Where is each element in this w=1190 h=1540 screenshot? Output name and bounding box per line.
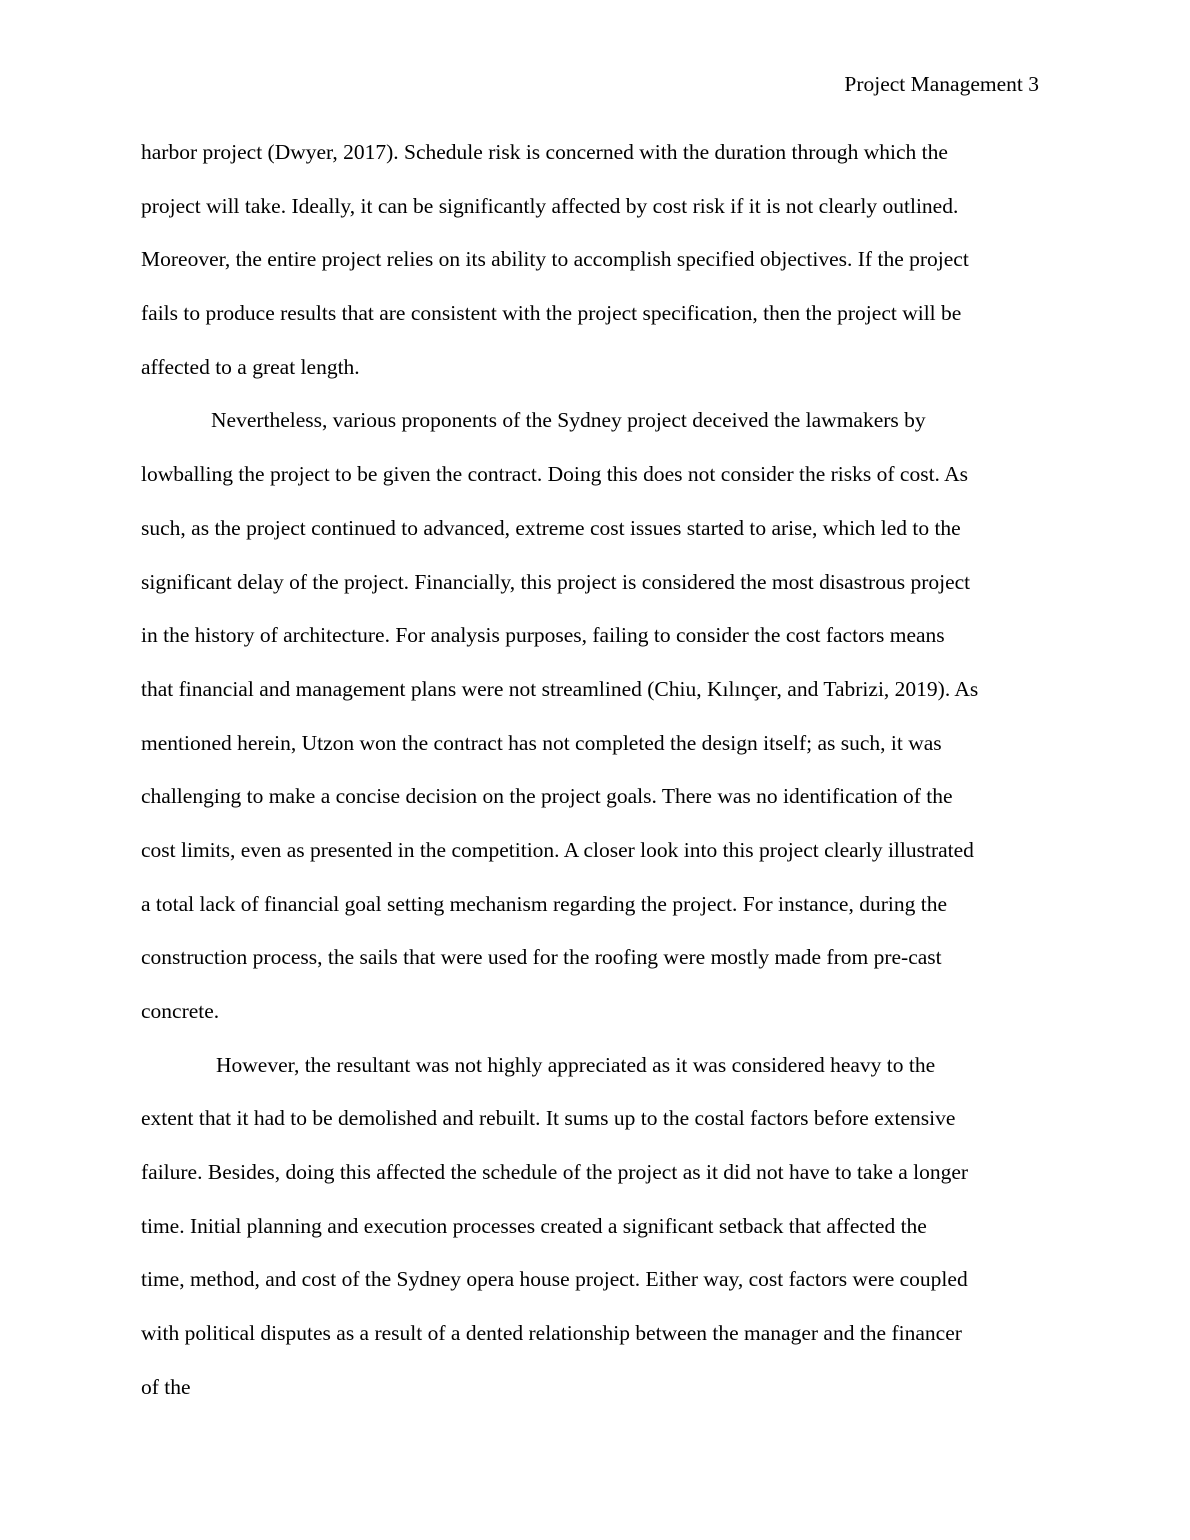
- text-line: such, as the project continued to advanced, extreme cost issues started to arise, which led to the: [141, 515, 961, 540]
- text-line: project will take. Ideally, it can be significantly affected by cost risk if it is not clearly outlined.: [141, 193, 959, 218]
- text-line: harbor project (Dwyer, 2017). Schedule risk is concerned with the duration through which the: [141, 140, 948, 164]
- text-line: of the: [141, 1374, 191, 1399]
- text-line: fails to produce results that are consistent with the project specification, then the project will be: [141, 301, 962, 326]
- text-line: cost limits, even as presented in the competition. A closer look into this project clearly illustrated: [141, 837, 974, 862]
- text-line: a total lack of financial goal setting mechanism regarding the project. For instance, during the: [141, 891, 947, 916]
- running-head: Project Management 3: [844, 72, 1039, 96]
- text-line: significant delay of the project. Financially, this project is considered the most disastrous project: [141, 569, 971, 594]
- paragraph-2: [141, 394, 1051, 1038]
- text-line: However, the resultant was not highly appreciated as it was considered heavy to the: [216, 1052, 936, 1077]
- text-line: that financial and management plans were not streamlined (Chiu, Kılınçer, and Tabrizi, 2019). As: [141, 676, 979, 701]
- text-line: extent that it had to be demolished and rebuilt. It sums up to the costal factors before extensive: [141, 1106, 956, 1131]
- text-line: construction process, the sails that were used for the roofing were mostly made from pre-cast: [141, 945, 942, 970]
- text-line: with political disputes as a result of a dented relationship between the manager and the financer: [141, 1321, 962, 1346]
- text-line: failure. Besides, doing this affected the schedule of the project as it did not have to take a longer: [141, 1160, 969, 1185]
- text-line: concrete.: [141, 999, 220, 1023]
- text-line: Moreover, the entire project relies on its ability to accomplish specified objectives. If the project: [141, 247, 969, 272]
- text-line: mentioned herein, Utzon won the contract has not completed the design itself; as such, it was: [141, 730, 942, 755]
- text-line: time, method, and cost of the Sydney opera house project. Either way, cost factors were coupled: [141, 1267, 968, 1292]
- text-line: lowballing the project to be given the contract. Doing this does not consider the risks of cost. As: [141, 462, 968, 487]
- text-line: affected to a great length.: [141, 354, 360, 379]
- paragraph-3: [141, 1039, 1051, 1415]
- body-text: [141, 126, 1051, 1415]
- text-line: in the history of architecture. For analysis purposes, failing to consider the cost factors means: [141, 623, 945, 648]
- text-line: challenging to make a concise decision on the project goals. There was no identification of the: [141, 784, 953, 809]
- text-line: Nevertheless, various proponents of the Sydney project deceived the lawmakers by: [211, 408, 926, 433]
- paragraph-1: [141, 126, 1051, 394]
- text-line: time. Initial planning and execution processes created a significant setback that affected the: [141, 1213, 927, 1238]
